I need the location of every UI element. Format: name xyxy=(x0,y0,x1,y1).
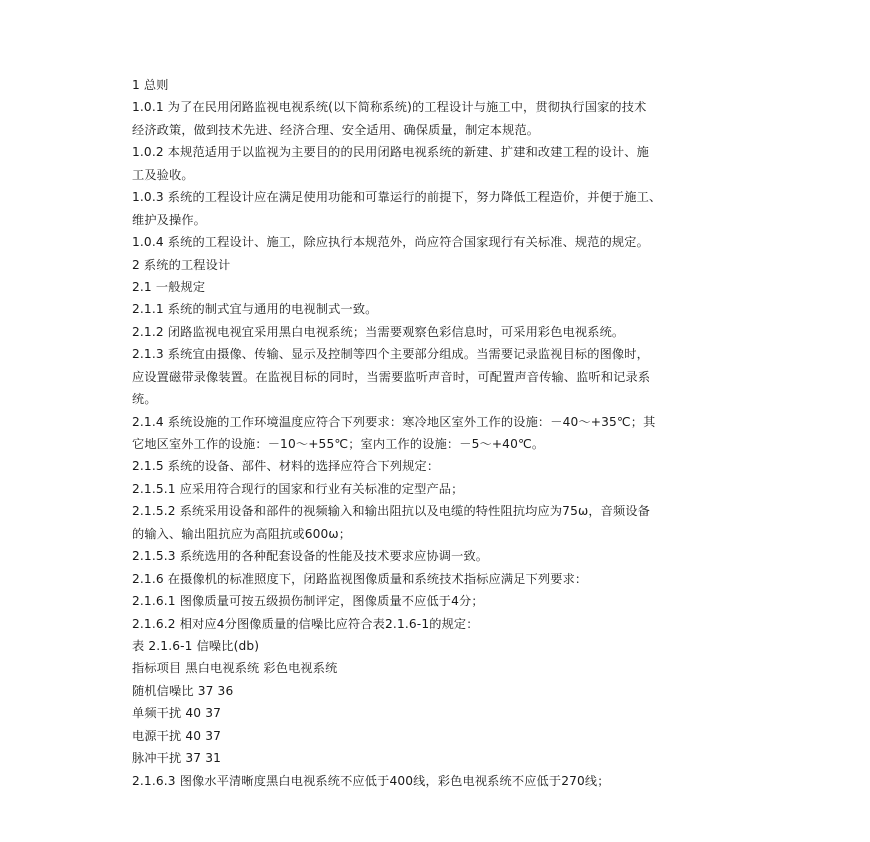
paragraph-line: 的输入、输出阻抗应为高阻抗或600ω； xyxy=(132,526,352,541)
paragraph-line: 2.1.5.2 系统采用设备和部件的视频输入和输出阻抗以及电缆的特性阻抗均应为75ω，音频设备 xyxy=(132,504,651,519)
table-row: 脉冲干扰 37 31 xyxy=(132,751,222,766)
paragraph-line: 1.0.2 本规范适用于以监视为主要目的的民用闭路电视系统的新建、扩建和改建工程的设计、施 xyxy=(132,145,649,160)
paragraph-line: 2.1.5.1 应采用符合现行的国家和行业有关标准的定型产品； xyxy=(132,481,464,496)
paragraph-line: 2.1.1 系统的制式宜与通用的电视制式一致。 xyxy=(132,302,378,317)
paragraph-line: 它地区室外工作的设施：－10～+55℃；室内工作的设施：－5～+40℃。 xyxy=(132,437,545,451)
table-row: 随机信噪比 37 36 xyxy=(132,683,234,698)
paragraph-line: 2.1.6.2 相对应4分图像质量的信噪比应符合表2.1.6-1的规定： xyxy=(132,616,479,631)
table-row: 电源干扰 40 37 xyxy=(132,728,222,743)
section-heading: 2 系统的工程设计 xyxy=(132,257,231,272)
paragraph-line: 经济政策，做到技术先进、经济合理、安全适用、确保质量，制定本规范。 xyxy=(132,122,540,137)
table-row: 单频干扰 40 37 xyxy=(132,706,222,721)
document-body xyxy=(132,74,752,792)
paragraph-line: 2.1.5.3 系统选用的各种配套设备的性能及技术要求应协调一致。 xyxy=(132,549,489,564)
section-heading: 1 总则 xyxy=(132,78,169,92)
subsection-heading: 2.1 一般规定 xyxy=(132,279,206,294)
paragraph-line: 1.0.1 为了在民用闭路监视电视系统(以下简称系统)的工程设计与施工中，贯彻执行国家的技术 xyxy=(132,100,647,115)
paragraph-line: 2.1.3 系统宜由摄像、传输、显示及控制等四个主要部分组成。当需要记录监视目标的图像时， xyxy=(132,347,649,362)
paragraph-line: 2.1.6.3 图像水平清晰度黑白电视系统不应低于400线，彩色电视系统不应低于270线； xyxy=(132,773,610,788)
paragraph-line: 应设置磁带录像装置。在监视目标的同时，当需要监听声音时，可配置声音传输、监听和记录系 xyxy=(132,369,651,384)
table-caption: 表 2.1.6-1 信噪比(db) xyxy=(132,638,260,653)
paragraph-line: 2.1.6 在摄像机的标准照度下，闭路监视图像质量和系统技术指标应满足下列要求： xyxy=(132,571,588,586)
paragraph-line: 1.0.3 系统的工程设计应在满足使用功能和可靠运行的前提下，努力降低工程造价，并便于施工、 xyxy=(132,190,662,205)
paragraph-line: 统。 xyxy=(132,392,157,407)
paragraph-line: 2.1.5 系统的设备、部件、材料的选择应符合下列规定： xyxy=(132,459,440,474)
paragraph-line: 1.0.4 系统的工程设计、施工，除应执行本规范外，尚应符合国家现行有关标准、规范的规定。 xyxy=(132,235,649,250)
paragraph-line: 2.1.4 系统设施的工作环境温度应符合下列要求：寒冷地区室外工作的设施：－40～+35℃；其 xyxy=(132,414,656,429)
table-header-row: 指标项目 黑白电视系统 彩色电视系统 xyxy=(132,661,338,676)
paragraph-line: 工及验收。 xyxy=(132,167,194,182)
paragraph-line: 2.1.2 闭路监视电视宜采用黑白电视系统；当需要观察色彩信息时，可采用彩色电视系统。 xyxy=(132,324,625,339)
paragraph-line: 维护及操作。 xyxy=(132,212,207,227)
paragraph-line: 2.1.6.1 图像质量可按五级损伤制评定，图像质量不应低于4分； xyxy=(132,594,484,609)
